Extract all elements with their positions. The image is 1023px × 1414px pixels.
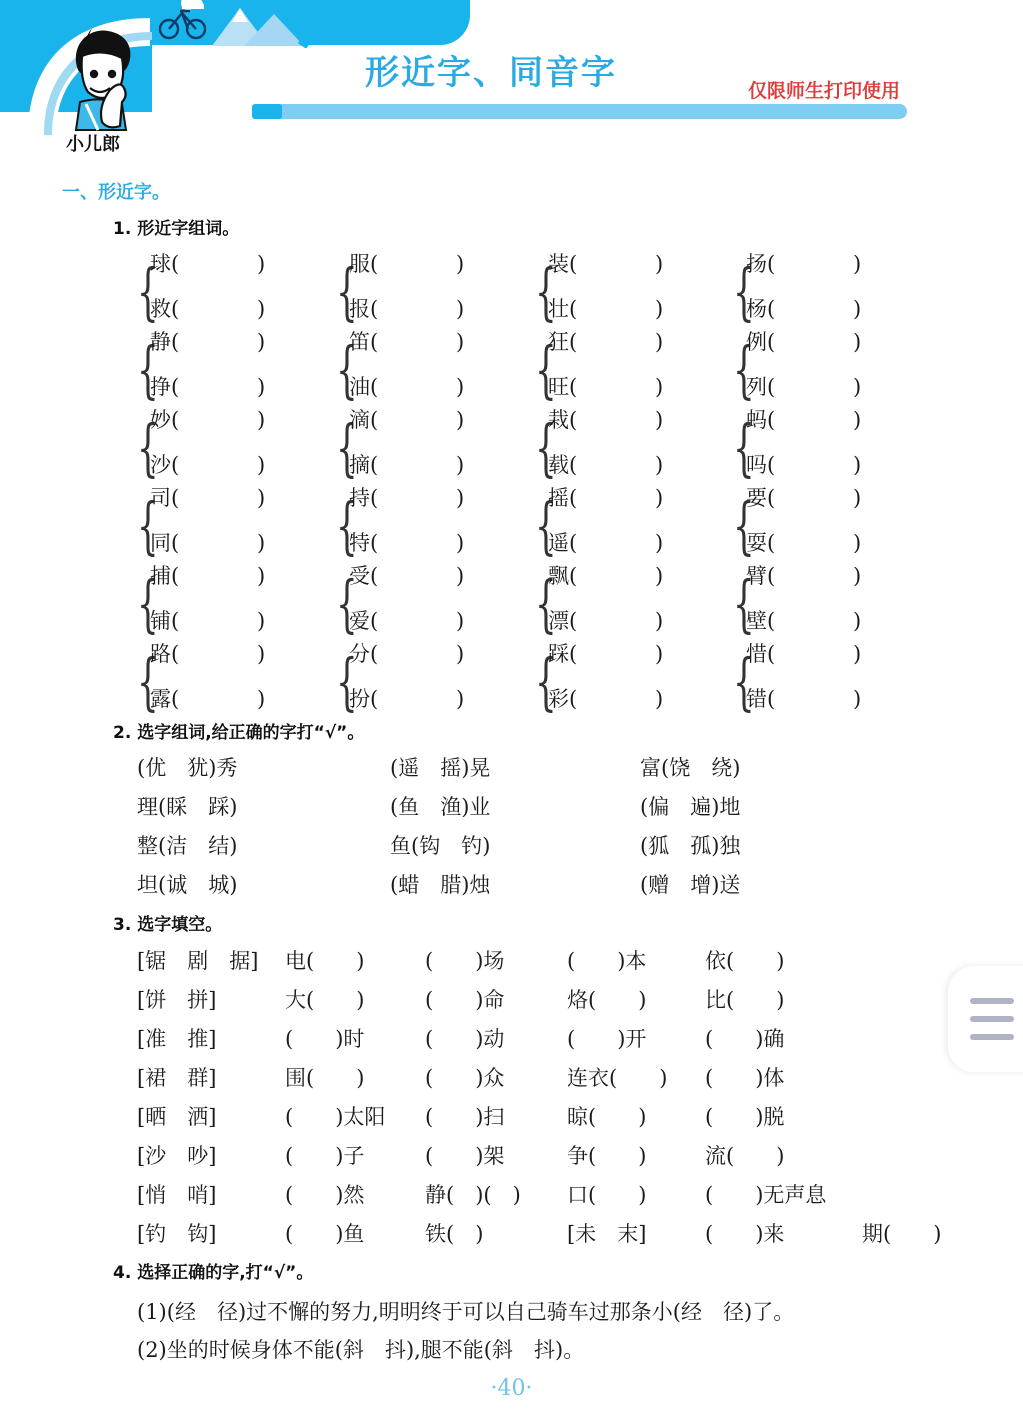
brace-group — [535, 248, 735, 336]
brace-icon: { — [535, 567, 557, 640]
brace-row-char: 漂( — [548, 609, 578, 633]
q2-choice-item[interactable]: 理(睬 踩) — [137, 795, 238, 819]
answer-blank[interactable]: ) — [853, 486, 862, 510]
q2-choice-item[interactable]: 鱼(钩 钓) — [390, 834, 491, 858]
brace-row — [150, 683, 265, 713]
answer-blank[interactable]: ) — [853, 531, 862, 555]
brace-row — [548, 371, 663, 401]
brace-row — [150, 527, 265, 557]
q2-choice-item[interactable]: 富(饶 绕) — [640, 756, 741, 780]
q3-char-bank: [晒 洒] — [137, 1105, 217, 1129]
brace-group — [137, 248, 337, 336]
q2-choice-item[interactable]: (蜡 腊)烛 — [390, 873, 491, 897]
brace-group — [336, 326, 536, 414]
brace-row — [746, 248, 861, 278]
brace-row — [150, 449, 265, 479]
brace-icon: { — [733, 645, 755, 718]
brace-row — [746, 404, 861, 434]
brace-group — [137, 638, 337, 726]
brace-row-char: 栽( — [548, 408, 578, 432]
answer-blank[interactable]: ) — [456, 486, 465, 510]
brace-row — [349, 605, 464, 635]
q3-fill-blank-item[interactable]: ( )动 — [425, 1027, 505, 1051]
brace-row-char: 狂( — [548, 330, 578, 354]
brace-row — [349, 638, 464, 668]
brace-row — [349, 449, 464, 479]
brace-group — [535, 482, 735, 570]
q3-fill-blank-item[interactable]: [未 末] — [567, 1222, 647, 1246]
brace-group — [137, 482, 337, 570]
brace-icon: { — [137, 411, 159, 484]
q3-char-bank: [沙 吵] — [137, 1144, 217, 1168]
brace-group — [336, 482, 536, 570]
answer-blank[interactable]: ) — [655, 375, 664, 399]
answer-blank[interactable]: ) — [853, 408, 862, 432]
q3-fill-blank-item[interactable]: ( )子 — [285, 1144, 365, 1168]
answer-blank[interactable]: ) — [257, 375, 266, 399]
brace-row-char: 扬( — [746, 252, 776, 276]
answer-blank[interactable]: ) — [456, 453, 465, 477]
brace-row — [548, 482, 663, 512]
brace-group — [535, 326, 735, 414]
answer-blank[interactable]: ) — [456, 531, 465, 555]
brace-row — [746, 449, 861, 479]
brace-row-char: 彩( — [548, 687, 578, 711]
q3-fill-blank-item[interactable]: 围( ) — [285, 1066, 365, 1090]
brace-icon: { — [336, 411, 358, 484]
q3-fill-blank-item[interactable]: ( )脱 — [705, 1105, 785, 1129]
answer-blank[interactable]: ) — [655, 252, 664, 276]
brace-row — [150, 326, 265, 356]
q3-fill-blank-item[interactable]: ( )本 — [567, 949, 647, 973]
brace-row — [746, 482, 861, 512]
answer-blank[interactable]: ) — [655, 297, 664, 321]
brace-row — [548, 449, 663, 479]
answer-blank[interactable]: ) — [655, 687, 664, 711]
brace-group — [733, 326, 933, 414]
q2-choice-item[interactable]: 整(洁 结) — [137, 834, 238, 858]
brace-group — [733, 638, 933, 726]
answer-blank[interactable]: ) — [257, 330, 266, 354]
brace-row-char: 踩( — [548, 642, 578, 666]
brace-group — [336, 638, 536, 726]
answer-blank[interactable]: ) — [655, 609, 664, 633]
brace-group — [336, 404, 536, 492]
brace-row-char: 路( — [150, 642, 180, 666]
brace-row — [349, 482, 464, 512]
q3-fill-blank-item[interactable]: 比( ) — [705, 988, 785, 1012]
brace-row — [150, 638, 265, 668]
answer-blank[interactable]: ) — [853, 609, 862, 633]
brace-row — [349, 371, 464, 401]
q3-fill-blank-item[interactable]: ( )众 — [425, 1066, 505, 1090]
brace-row — [548, 683, 663, 713]
brace-row — [548, 404, 663, 434]
q3-fill-blank-item[interactable]: 晾( ) — [567, 1105, 647, 1129]
brace-row — [746, 371, 861, 401]
brace-group — [336, 560, 536, 648]
mascot-boy-icon — [56, 26, 148, 132]
answer-blank[interactable]: ) — [655, 564, 664, 588]
brace-icon: { — [336, 645, 358, 718]
answer-blank[interactable]: ) — [257, 687, 266, 711]
q3-heading: 3. 选字填空。 — [113, 915, 223, 935]
brace-icon: { — [733, 255, 755, 328]
brace-row-char: 滴( — [349, 408, 379, 432]
brace-row — [349, 293, 464, 323]
brace-group — [535, 638, 735, 726]
brace-row — [349, 248, 464, 278]
q2-heading: 2. 选字组词,给正确的字打“√”。 — [113, 723, 365, 743]
brace-icon: { — [733, 567, 755, 640]
answer-blank[interactable]: ) — [257, 531, 266, 555]
q3-fill-blank-item[interactable]: ( )时 — [285, 1027, 365, 1051]
q3-fill-blank-item[interactable]: ( )开 — [567, 1027, 647, 1051]
brace-row-char: 同( — [150, 531, 180, 555]
brace-row — [349, 560, 464, 590]
brace-row-char: 露( — [150, 687, 180, 711]
brace-row — [150, 605, 265, 635]
brace-row-char: 捕( — [150, 564, 180, 588]
brace-row-char: 装( — [548, 252, 578, 276]
brace-row-char: 分( — [349, 642, 379, 666]
brace-row — [548, 326, 663, 356]
answer-blank[interactable]: ) — [456, 687, 465, 711]
brace-icon: { — [336, 255, 358, 328]
q3-char-bank: [裙 群] — [137, 1066, 217, 1090]
brace-icon: { — [535, 645, 557, 718]
header-divider-bar — [252, 104, 907, 119]
brace-icon: { — [535, 411, 557, 484]
q3-fill-blank-item[interactable]: 连衣( ) — [567, 1066, 668, 1090]
brace-row-char: 服( — [349, 252, 379, 276]
brace-row — [349, 683, 464, 713]
brace-group — [137, 404, 337, 492]
answer-blank[interactable]: ) — [655, 453, 664, 477]
brace-group — [137, 326, 337, 414]
q2-choice-item[interactable]: (狐 孤)独 — [640, 834, 741, 858]
brace-group — [733, 404, 933, 492]
brace-row — [746, 326, 861, 356]
answer-blank[interactable]: ) — [853, 330, 862, 354]
header-scene-icon — [152, 0, 332, 48]
q2-choice-item[interactable]: (赠 增)送 — [640, 873, 741, 897]
answer-blank[interactable]: ) — [257, 252, 266, 276]
answer-blank[interactable]: ) — [853, 297, 862, 321]
brace-icon: { — [733, 489, 755, 562]
print-restriction-note: 仅限师生打印使用 — [748, 80, 901, 102]
q3-fill-blank-item[interactable]: 烙( ) — [567, 988, 647, 1012]
q2-choice-item[interactable]: (鱼 渔)业 — [390, 795, 491, 819]
brace-icon: { — [535, 489, 557, 562]
brace-row-char: 沙( — [150, 453, 180, 477]
brace-row-char: 摘( — [349, 453, 379, 477]
q3-fill-blank-item[interactable]: ( )鱼 — [285, 1222, 365, 1246]
q3-fill-blank-item[interactable]: 依( ) — [705, 949, 785, 973]
q3-char-bank: [钓 钩] — [137, 1222, 217, 1246]
brace-group — [733, 248, 933, 336]
brace-row-char: 特( — [349, 531, 379, 555]
brace-row-char: 油( — [349, 375, 379, 399]
brace-icon: { — [336, 489, 358, 562]
answer-blank[interactable]: ) — [456, 252, 465, 276]
brace-row-char: 要( — [746, 486, 776, 510]
brace-row-char: 妙( — [150, 408, 180, 432]
brace-group — [137, 560, 337, 648]
q2-choice-item[interactable]: (优 犹)秀 — [137, 756, 238, 780]
brace-row — [150, 248, 265, 278]
brace-group — [535, 404, 735, 492]
answer-blank[interactable]: ) — [456, 330, 465, 354]
page-header — [0, 0, 1023, 168]
q2-choice-item[interactable]: 坦(诚 城) — [137, 873, 238, 897]
brace-row-char: 旺( — [548, 375, 578, 399]
header-divider-cap — [252, 104, 282, 119]
q3-fill-blank-item[interactable]: ( )场 — [425, 949, 505, 973]
q3-char-bank: [准 推] — [137, 1027, 217, 1051]
q3-fill-blank-item[interactable]: 静( )( ) — [425, 1183, 521, 1207]
brace-row — [548, 293, 663, 323]
brace-row-char: 载( — [548, 453, 578, 477]
hamburger-bar-2 — [970, 1016, 1014, 1022]
brace-row — [349, 326, 464, 356]
q3-fill-blank-item[interactable]: 流( ) — [705, 1144, 785, 1168]
hamburger-menu-icon[interactable] — [948, 966, 1023, 1072]
brace-row-char: 例( — [746, 330, 776, 354]
q3-fill-blank-item[interactable]: ( )太阳 — [285, 1105, 386, 1129]
brace-row-char: 吗( — [746, 453, 776, 477]
q3-fill-blank-item[interactable]: ( )命 — [425, 988, 505, 1012]
answer-blank[interactable]: ) — [257, 486, 266, 510]
answer-blank[interactable]: ) — [456, 375, 465, 399]
brace-row-char: 司( — [150, 486, 180, 510]
brace-row — [746, 683, 861, 713]
brace-icon: { — [137, 567, 159, 640]
brace-row — [746, 527, 861, 557]
brace-group — [336, 248, 536, 336]
brace-row-char: 惜( — [746, 642, 776, 666]
answer-blank[interactable]: ) — [655, 531, 664, 555]
brace-row-char: 救( — [150, 297, 180, 321]
brace-row-char: 静( — [150, 330, 180, 354]
brace-row — [349, 527, 464, 557]
section-heading-one: 一、形近字。 — [62, 182, 170, 203]
hamburger-bar-3 — [970, 1034, 1014, 1040]
brace-icon: { — [137, 255, 159, 328]
answer-blank[interactable]: ) — [456, 642, 465, 666]
answer-blank[interactable]: ) — [655, 408, 664, 432]
brace-row-char: 受( — [349, 564, 379, 588]
q3-fill-blank-item[interactable]: 电( ) — [285, 949, 365, 973]
answer-blank[interactable]: ) — [853, 687, 862, 711]
page-title: 形近字、同音字 — [365, 53, 617, 93]
brace-row — [150, 293, 265, 323]
brace-row-char: 列( — [746, 375, 776, 399]
q3-fill-blank-item[interactable]: ( )架 — [425, 1144, 505, 1168]
brace-icon: { — [733, 411, 755, 484]
brace-row — [548, 638, 663, 668]
q3-fill-blank-item[interactable]: ( )体 — [705, 1066, 785, 1090]
answer-blank[interactable]: ) — [853, 453, 862, 477]
brace-row-char: 摇( — [548, 486, 578, 510]
brace-row-char: 铺( — [150, 609, 180, 633]
brace-row — [746, 293, 861, 323]
answer-blank[interactable]: ) — [655, 486, 664, 510]
brace-group — [733, 560, 933, 648]
brace-group — [733, 482, 933, 570]
brace-row-char: 扮( — [349, 687, 379, 711]
q2-choice-item[interactable]: (偏 遍)地 — [640, 795, 741, 819]
brace-row — [548, 560, 663, 590]
brace-row-char: 报( — [349, 297, 379, 321]
brace-row — [150, 371, 265, 401]
q1-heading: 1. 形近字组词。 — [113, 219, 240, 239]
brace-row-char: 笛( — [349, 330, 379, 354]
brace-row — [349, 404, 464, 434]
q3-char-bank: [锯 剧 据] — [137, 949, 259, 973]
answer-blank[interactable]: ) — [257, 642, 266, 666]
q4-line-1: (1)(经 径)过不懈的努力,明明终于可以自己骑车过那条小(经 径)了。 — [137, 1300, 795, 1324]
q4-line-2: (2)坐的时候身体不能(斜 抖),腿不能(斜 抖)。 — [137, 1338, 585, 1362]
q3-fill-blank-item[interactable]: ( )无声息 — [705, 1183, 827, 1207]
brace-icon: { — [336, 333, 358, 406]
brace-row-char: 耍( — [746, 531, 776, 555]
answer-blank[interactable]: ) — [456, 408, 465, 432]
answer-blank[interactable]: ) — [456, 564, 465, 588]
q3-fill-blank-item[interactable]: ( )确 — [705, 1027, 785, 1051]
q2-choice-item[interactable]: (遥 摇)晃 — [390, 756, 491, 780]
answer-blank[interactable]: ) — [456, 609, 465, 633]
brace-row — [150, 560, 265, 590]
answer-blank[interactable]: ) — [853, 642, 862, 666]
brace-row-char: 错( — [746, 687, 776, 711]
brand-label: 小儿郎 — [66, 134, 120, 155]
brace-row-char: 臂( — [746, 564, 776, 588]
brace-icon: { — [137, 489, 159, 562]
brace-icon: { — [336, 567, 358, 640]
q3-fill-blank-item[interactable]: 大( ) — [285, 988, 365, 1012]
brace-row — [548, 527, 663, 557]
q3-fill-blank-item[interactable]: 口( ) — [567, 1183, 647, 1207]
brace-row — [548, 248, 663, 278]
answer-blank[interactable]: ) — [257, 408, 266, 432]
answer-blank[interactable]: ) — [257, 564, 266, 588]
q3-fill-blank-item[interactable]: 铁( ) — [425, 1222, 484, 1246]
answer-blank[interactable]: ) — [853, 252, 862, 276]
brace-row — [746, 605, 861, 635]
brace-row-char: 遥( — [548, 531, 578, 555]
answer-blank[interactable]: ) — [456, 297, 465, 321]
answer-blank[interactable]: ) — [655, 330, 664, 354]
brace-row — [746, 560, 861, 590]
answer-blank[interactable]: ) — [853, 375, 862, 399]
q3-fill-blank-item[interactable]: ( )扫 — [425, 1105, 505, 1129]
answer-blank[interactable]: ) — [655, 642, 664, 666]
brace-icon: { — [137, 645, 159, 718]
q3-fill-blank-item[interactable]: 期( ) — [862, 1222, 942, 1246]
brace-row-char: 杨( — [746, 297, 776, 321]
brace-icon: { — [137, 333, 159, 406]
q3-char-bank: [饼 拼] — [137, 988, 217, 1012]
answer-blank[interactable]: ) — [257, 609, 266, 633]
hamburger-bar-1 — [970, 998, 1014, 1004]
brace-row-char: 爱( — [349, 609, 379, 633]
answer-blank[interactable]: ) — [853, 564, 862, 588]
brace-row — [150, 482, 265, 512]
q3-fill-blank-item[interactable]: ( )来 — [705, 1222, 785, 1246]
brace-row-char: 壮( — [548, 297, 578, 321]
brace-row — [746, 638, 861, 668]
answer-blank[interactable]: ) — [257, 453, 266, 477]
brace-group — [535, 560, 735, 648]
brace-icon: { — [535, 333, 557, 406]
brace-row-char: 蚂( — [746, 408, 776, 432]
brace-row-char: 持( — [349, 486, 379, 510]
brace-icon: { — [733, 333, 755, 406]
q3-char-bank: [悄 哨] — [137, 1183, 217, 1207]
q3-fill-blank-item[interactable]: 争( ) — [567, 1144, 647, 1168]
brace-row-char: 飘( — [548, 564, 578, 588]
brace-row-char: 球( — [150, 252, 180, 276]
brace-row — [150, 404, 265, 434]
brace-row-char: 壁( — [746, 609, 776, 633]
brace-icon: { — [535, 255, 557, 328]
answer-blank[interactable]: ) — [257, 297, 266, 321]
brace-row — [548, 605, 663, 635]
q3-fill-blank-item[interactable]: ( )然 — [285, 1183, 365, 1207]
brace-row-char: 挣( — [150, 375, 180, 399]
page-number: ·40· — [490, 1376, 533, 1401]
q4-heading: 4. 选择正确的字,打“√”。 — [113, 1263, 314, 1283]
